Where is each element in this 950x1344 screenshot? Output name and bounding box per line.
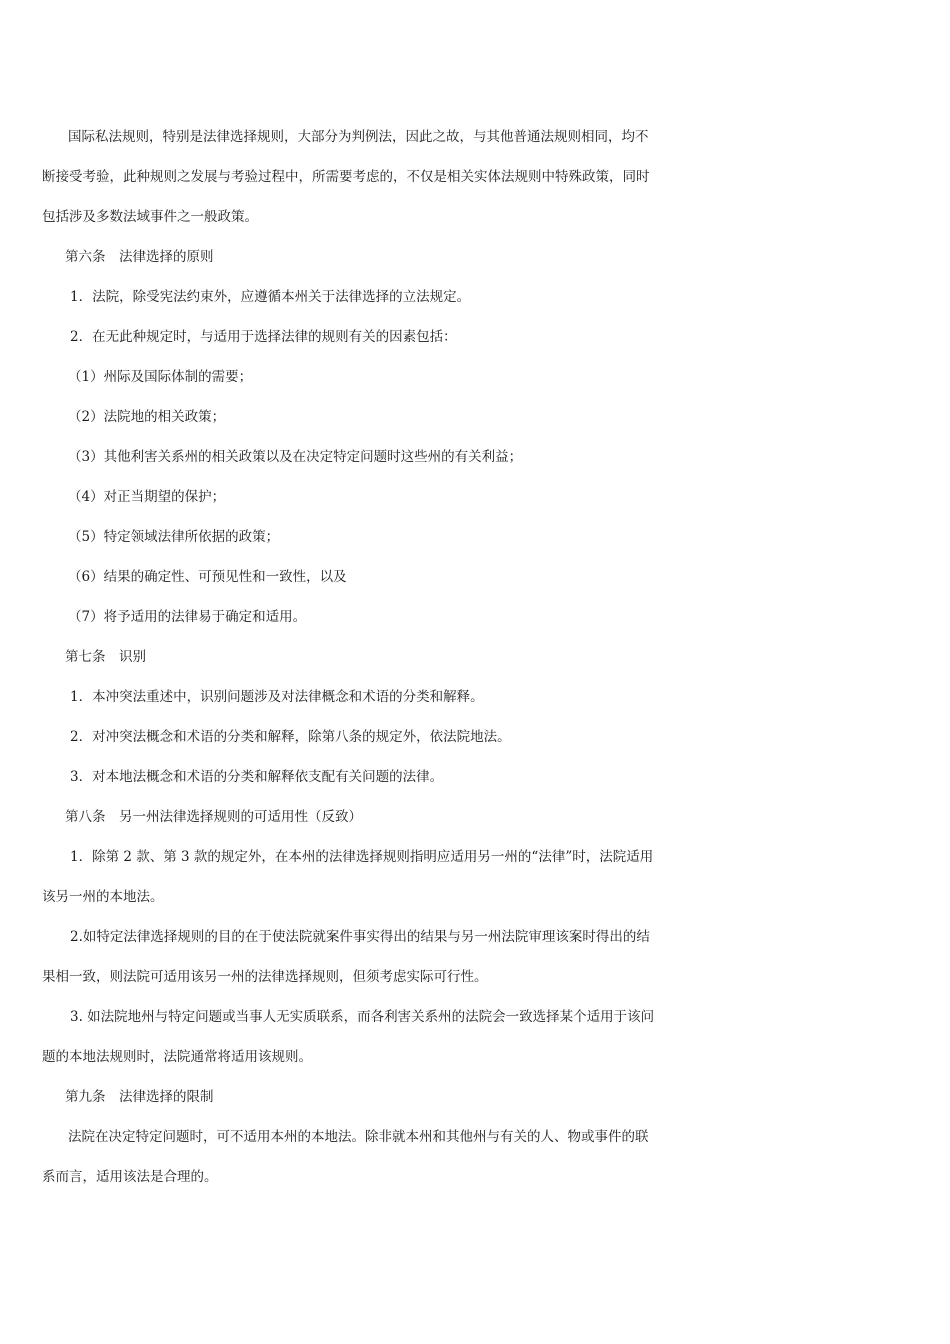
intro-paragraph-line-3: 包括涉及多数法域事件之一般政策。	[42, 209, 258, 225]
intro-paragraph-line-2: 断接受考验，此种规则之发展与考验过程中，所需要考虑的，不仅是相关实体法规则中特殊政策，同时	[42, 169, 650, 185]
article-9-paragraph-line-1: 法院在决定特定问题时，可不适用本州的本地法。除非就本州和其他州与有关的人、物或事件的联	[68, 1129, 649, 1145]
article-6-clause-1: 1．法院，除受宪法约束外，应遵循本州关于法律选择的立法规定。	[70, 289, 471, 305]
article-8-clause-2-line-1: 2.如特定法律选择规则的目的在于使法院就案件事实得出的结果与另一州法院审理该案时得出的结	[70, 929, 650, 945]
article-6-clause-2: 2．在无此种规定时，与适用于选择法律的规则有关的因素包括：	[70, 329, 457, 345]
article-6-heading: 第六条 法律选择的原则	[65, 249, 214, 265]
article-9-heading: 第九条 法律选择的限制	[65, 1089, 214, 1105]
article-6-item-6: （6）结果的确定性、可预见性和一致性，以及	[68, 569, 347, 585]
article-6-item-5: （5）特定领域法律所依据的政策；	[68, 529, 280, 545]
article-6-item-3: （3）其他利害关系州的相关政策以及在决定特定问题时这些州的有关利益；	[68, 449, 523, 465]
article-7-heading: 第七条 识别	[65, 649, 146, 665]
article-8-clause-1-line-1: 1．除第 2 款、第 3 款的规定外，在本州的法律选择规则指明应适用另一州的“法律”时，法院适用	[70, 849, 654, 865]
article-9-paragraph-line-2: 系而言，适用该法是合理的。	[42, 1169, 218, 1185]
article-6-item-2: （2）法院地的相关政策；	[68, 409, 226, 425]
article-6-item-7: （7）将予适用的法律易于确定和适用。	[68, 609, 307, 625]
article-7-clause-1: 1．本冲突法重述中，识别问题涉及对法律概念和术语的分类和解释。	[70, 689, 484, 705]
article-6-item-1: （1）州际及国际体制的需要；	[68, 369, 253, 385]
article-8-clause-3-line-1: 3. 如法院地州与特定问题或当事人无实质联系，而各利害关系州的法院会一致选择某个适用于该问	[70, 1009, 655, 1025]
article-8-clause-3-line-2: 题的本地法规则时，法院通常将适用该规则。	[42, 1049, 312, 1065]
intro-paragraph-line-1: 国际私法规则，特别是法律选择规则，大部分为判例法，因此之故，与其他普通法规则相同，均不	[68, 129, 649, 145]
article-8-clause-1-line-2: 该另一州的本地法。	[42, 889, 164, 905]
article-6-item-4: （4）对正当期望的保护；	[68, 489, 226, 505]
article-8-clause-2-line-2: 果相一致，则法院可适用该另一州的法律选择规则，但须考虑实际可行性。	[42, 969, 488, 985]
article-8-heading: 第八条 另一州法律选择规则的可适用性（反致）	[65, 809, 362, 825]
article-7-clause-3: 3．对本地法概念和术语的分类和解释依支配有关问题的法律。	[70, 769, 444, 785]
article-7-clause-2: 2．对冲突法概念和术语的分类和解释，除第八条的规定外，依法院地法。	[70, 729, 511, 745]
